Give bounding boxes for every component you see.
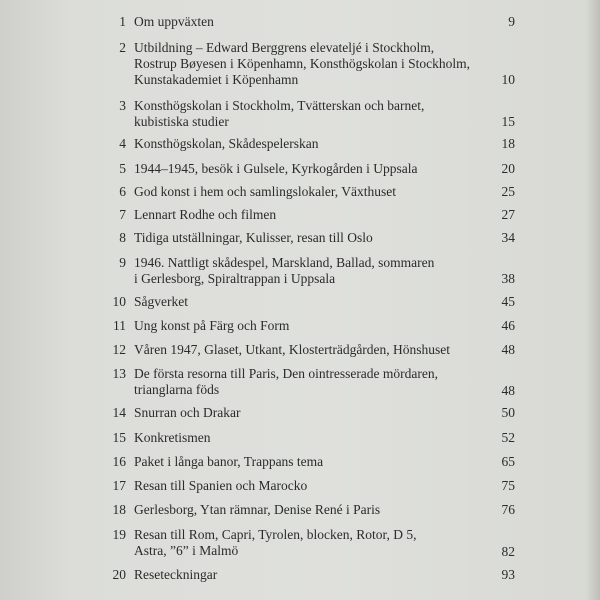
chapter-title: Gerlesborg, Ytan rämnar, Denise René i Paris xyxy=(134,502,381,517)
chapter-title: Sågverket xyxy=(134,294,188,309)
chapter-title: 1944–1945, besök i Gulsele, Kyrkogården i Uppsala xyxy=(134,161,418,176)
chapter-number: 7 xyxy=(119,207,126,222)
chapter-title: Reseteckningar xyxy=(134,567,218,582)
chapter-page: 15 xyxy=(501,114,515,129)
chapter-page: 76 xyxy=(501,502,515,517)
chapter-title: Snurran och Drakar xyxy=(134,405,241,420)
chapter-number: 12 xyxy=(112,342,126,357)
chapter-number: 18 xyxy=(112,502,126,517)
chapter-page: 27 xyxy=(501,207,515,222)
chapter-number: 20 xyxy=(112,567,126,582)
chapter-page: 52 xyxy=(501,430,515,445)
chapter-number: 1 xyxy=(119,14,126,29)
chapter-page: 46 xyxy=(501,318,515,333)
chapter-page: 25 xyxy=(501,184,515,199)
chapter-page: 45 xyxy=(501,294,515,309)
chapter-number: 4 xyxy=(119,136,126,151)
chapter-number: 3 xyxy=(119,98,126,113)
chapter-number: 5 xyxy=(119,161,126,176)
chapter-title: Konkretismen xyxy=(134,430,211,445)
chapter-page: 65 xyxy=(501,454,515,469)
chapter-page: 10 xyxy=(501,72,515,87)
chapter-number: 16 xyxy=(112,454,126,469)
chapter-title: Tidiga utställningar, Kulisser, resan till Oslo xyxy=(134,230,373,245)
chapter-page: 48 xyxy=(501,383,515,398)
chapter-number: 11 xyxy=(113,318,126,333)
chapter-title: De första resorna till Paris, Den ointresserade mördaren, trianglarna föds xyxy=(134,366,439,397)
chapter-page: 75 xyxy=(501,478,515,493)
chapter-page: 82 xyxy=(501,544,515,559)
chapter-number: 13 xyxy=(112,366,126,381)
chapter-page: 9 xyxy=(508,14,515,29)
chapter-title: Konsthögskolan, Skådespelerskan xyxy=(134,136,319,151)
chapter-number: 8 xyxy=(119,230,126,245)
chapter-page: 38 xyxy=(501,271,515,286)
chapter-title: Ung konst på Färg och Form xyxy=(134,318,290,333)
chapter-page: 18 xyxy=(501,136,515,151)
chapter-page: 34 xyxy=(501,230,515,245)
chapter-number: 9 xyxy=(119,255,126,270)
chapter-number: 17 xyxy=(112,478,126,493)
chapter-title: Utbildning – Edward Berggrens elevateljé i Stockholm, Rostrup Bøyesen i Köpenhamn, Konsthögskolan i Stockholm, Kunstakademiet i Köpenhamn xyxy=(134,40,470,87)
chapter-page: 48 xyxy=(501,342,515,357)
chapter-page: 20 xyxy=(501,161,515,176)
chapter-number: 15 xyxy=(112,430,126,445)
chapter-title: Resan till Rom, Capri, Tyrolen, blocken, Rotor, D 5, Astra, ”6” i Malmö xyxy=(134,527,417,558)
chapter-number: 19 xyxy=(112,527,126,542)
chapter-title: 1946. Nattligt skådespel, Marskland, Ballad, sommaren i Gerlesborg, Spiraltrappan i Uppsala xyxy=(134,255,435,286)
chapter-title: Våren 1947, Glaset, Utkant, Klosterträdgården, Hönshuset xyxy=(134,342,451,357)
chapter-page: 93 xyxy=(501,567,515,582)
chapter-number: 10 xyxy=(112,294,126,309)
chapter-number: 6 xyxy=(119,184,126,199)
chapter-title: Om uppväxten xyxy=(134,14,214,29)
chapter-number: 14 xyxy=(112,405,126,420)
chapter-title: Resan till Spanien och Marocko xyxy=(134,478,308,493)
chapter-page: 50 xyxy=(501,405,515,420)
chapter-title: Konsthögskolan i Stockholm, Tvätterskan och barnet, kubistiska studier xyxy=(134,98,425,129)
chapter-title: Lennart Rodhe och filmen xyxy=(134,207,277,222)
chapter-title: God konst i hem och samlingslokaler, Växthuset xyxy=(134,184,397,199)
chapter-title: Paket i långa banor, Trappans tema xyxy=(134,454,324,469)
chapter-number: 2 xyxy=(119,40,126,55)
